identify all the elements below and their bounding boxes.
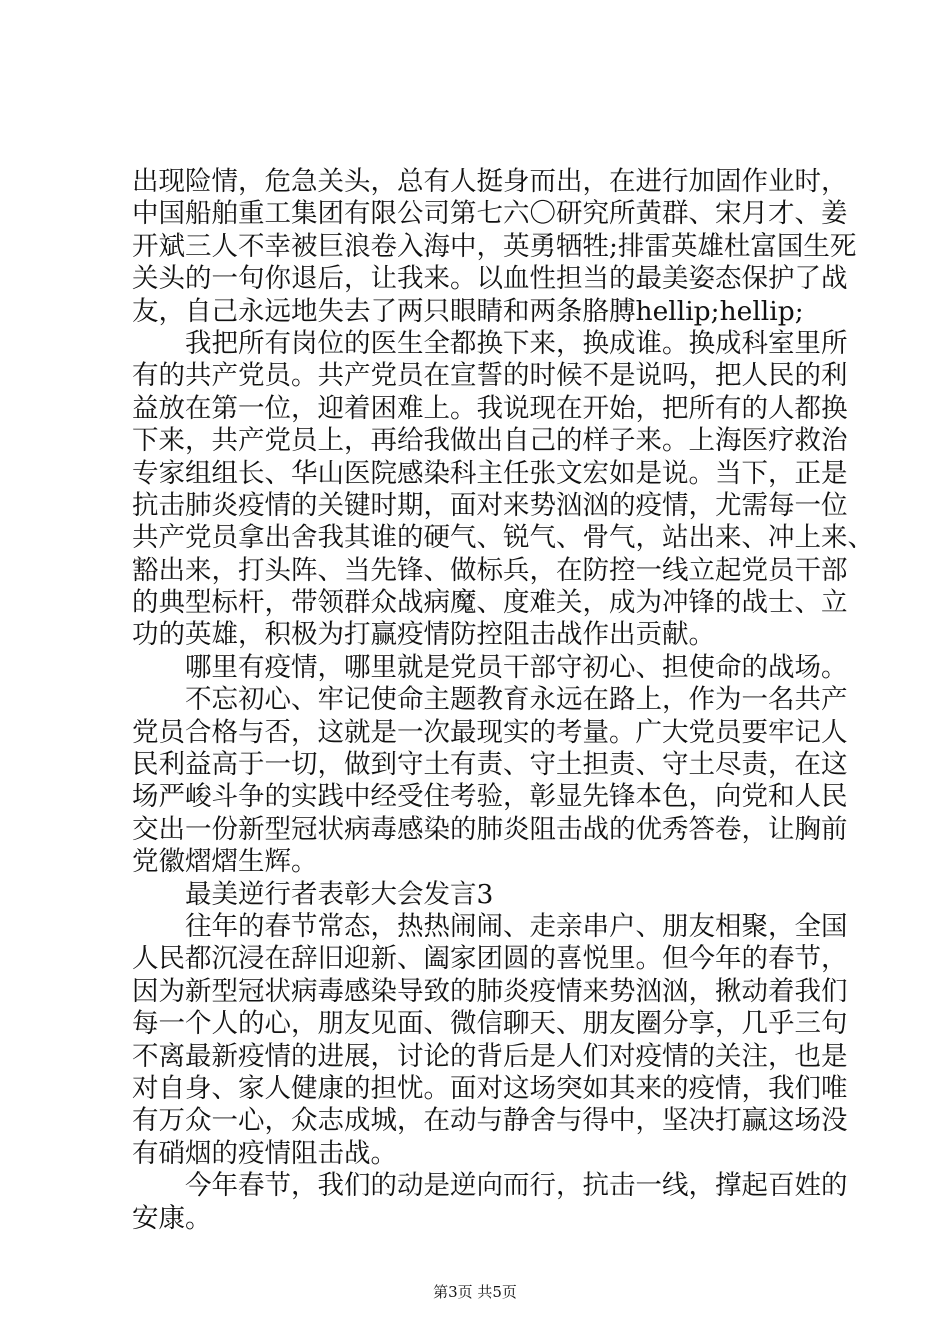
text-line: 中国船舶重工集团有限公司第七六〇研究所黄群、宋月才、姜 — [132, 198, 848, 230]
text-line: 交出一份新型冠状病毒感染的肺炎阻击战的优秀答卷，让胸前 — [132, 813, 848, 845]
text-line: 哪里有疫情，哪里就是党员干部守初心、担使命的战场。 — [185, 651, 848, 683]
text-line: 益放在第一位，迎着困难上。我说现在开始，把所有的人都换 — [132, 392, 848, 424]
text-line: 人民都沉浸在辞旧迎新、阖家团圆的喜悦里。但今年的春节， — [132, 943, 848, 975]
text-line: 共产党员拿出舍我其谁的硬气、锐气、骨气，站出来、冲上来、 — [132, 522, 874, 554]
text-line: 往年的春节常态，热热闹闹、走亲串户、朋友相聚，全国 — [185, 910, 848, 942]
text-line: 抗击肺炎疫情的关键时期，面对来势汹汹的疫情，尤需每一位 — [132, 489, 848, 521]
text-line: 有万众一心，众志成城，在动与静舍与得中，坚决打赢这场没 — [132, 1105, 848, 1137]
text-line: 场严峻斗争的实践中经受住考验，彰显先锋本色，向党和人民 — [132, 781, 848, 813]
document-body — [132, 166, 874, 1235]
text-line: 因为新型冠状病毒感染导致的肺炎疫情来势汹汹，揪动着我们 — [132, 975, 848, 1007]
text-line: 下来，共产党员上，再给我做出自己的样子来。上海医疗救治 — [132, 425, 848, 457]
text-line: 功的英雄，积极为打赢疫情防控阻击战作出贡献。 — [132, 619, 715, 651]
text-line: 最美逆行者表彰大会发言3 — [185, 878, 494, 910]
text-line: 不忘初心、牢记使命主题教育永远在路上，作为一名共产 — [185, 684, 848, 716]
text-line: 有的共产党员。共产党员在宣誓的时候不是说吗，把人民的利 — [132, 360, 848, 392]
text-line: 出现险情，危急关头，总有人挺身而出，在进行加固作业时， — [132, 166, 848, 197]
text-line: 安康。 — [132, 1202, 212, 1234]
text-line: 今年春节，我们的动是逆向而行，抗击一线，撑起百姓的 — [185, 1170, 848, 1202]
text-line: 开斌三人不幸被巨浪卷入海中，英勇牺牲;排雷英雄杜富国生死 — [132, 230, 857, 262]
text-line: 对自身、家人健康的担忧。面对这场突如其来的疫情，我们唯 — [132, 1072, 848, 1104]
text-line: 每一个人的心，朋友见面、微信聊天、朋友圈分享，几乎三句 — [132, 1008, 848, 1040]
text-line: 的典型标杆，带领群众战病魔、度难关，成为冲锋的战士、立 — [132, 587, 848, 619]
text-line: 专家组组长、华山医院感染科主任张文宏如是说。当下，正是 — [132, 457, 848, 489]
text-line: 民利益高于一切，做到守土有责、守土担责、守土尽责，在这 — [132, 749, 848, 781]
text-line: 有硝烟的疫情阻击战。 — [132, 1137, 397, 1169]
page-footer: 第3页 共5页 — [433, 1283, 517, 1301]
text-line: 关头的一句你退后，让我来。以血性担当的最美姿态保护了战 — [132, 263, 848, 295]
text-line: 党员合格与否，这就是一次最现实的考量。广大党员要牢记人 — [132, 716, 848, 748]
text-line: 党徽熠熠生辉。 — [132, 846, 318, 878]
text-line: 友，自己永远地失去了两只眼睛和两条胳膊hellip;hellip; — [132, 295, 804, 327]
text-line: 我把所有岗位的医生全都换下来，换成谁。换成科室里所 — [185, 327, 848, 359]
text-line: 不离最新疫情的进展，讨论的背后是人们对疫情的关注，也是 — [132, 1040, 848, 1072]
text-line: 豁出来，打头阵、当先锋、做标兵，在防控一线立起党员干部 — [132, 554, 848, 586]
